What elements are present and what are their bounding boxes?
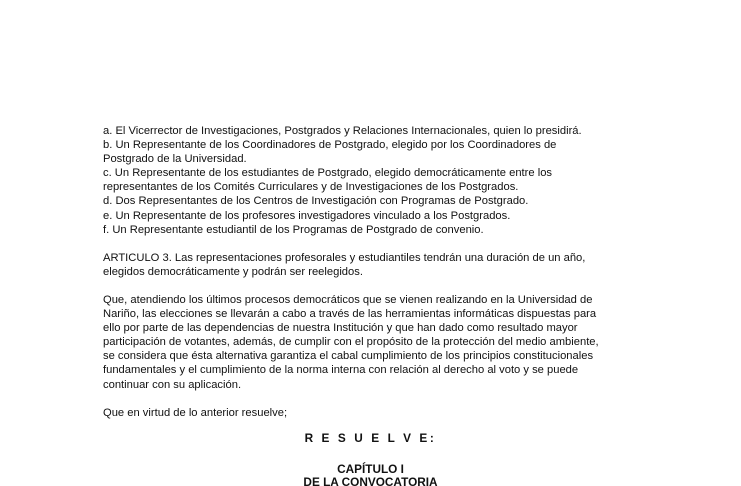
text-line: ARTICULO 3. Las representaciones profesorales y estudiantiles tendrán una duración de un año, bbox=[103, 251, 586, 264]
paragraph-spacer bbox=[103, 392, 643, 406]
resuelve-heading: R E S U E L V E: bbox=[304, 431, 437, 445]
paragraph-spacer bbox=[103, 279, 643, 293]
list-item: Postgrado de la Universidad. bbox=[103, 153, 247, 166]
list-item: b. Un Representante de los Coordinadores de Postgrado, elegido por los Coordinadores de bbox=[103, 139, 557, 152]
list-item: e. Un Representante de los profesores investigadores vinculado a los Postgrados. bbox=[103, 209, 511, 222]
articulo-3-paragraph bbox=[103, 251, 643, 279]
chapter-subtitle: DE LA CONVOCATORIA bbox=[303, 475, 438, 486]
text-line: continuar con su aplicación. bbox=[103, 378, 242, 391]
list-item: c. Un Representante de los estudiantes de Postgrado, elegido democráticamente entre los bbox=[103, 167, 553, 180]
list-item: d. Dos Representantes de los Centros de Investigación con Programas de Postgrado. bbox=[103, 195, 529, 208]
text-line: fundamentales y el cumplimiento de la norma interna con relación al derecho al voto y se puede bbox=[103, 364, 579, 377]
text-line: Nariño, las elecciones se llevarán a cabo a través de las herramientas informáticas dispuestas para bbox=[103, 308, 597, 321]
list-item: a. El Vicerrector de Investigaciones, Postgrados y Relaciones Internacionales, quien lo presidirá. bbox=[103, 125, 582, 137]
paragraph-spacer bbox=[103, 237, 643, 251]
list-item: f. Un Representante estudiantil de los Programas de Postgrado de convenio. bbox=[103, 223, 484, 236]
text-line: participación de votantes, además, de cumplir con el propósito de la protección del medio ambiente, bbox=[103, 336, 599, 349]
text-line: elegidos democráticamente y podrán ser reelegidos. bbox=[103, 265, 363, 278]
text-line: se considera que ésta alternativa garantiza el cabal cumplimiento de los principios constitucionales bbox=[103, 350, 594, 363]
considerando-paragraph bbox=[103, 293, 643, 392]
text-line: ello por parte de las dependencias de nuestra Institución y que han dado como resultado mayor bbox=[103, 322, 578, 335]
document-body bbox=[103, 124, 643, 420]
list-item: representantes de los Comités Curriculares y de Investigaciones de los Postgrados. bbox=[103, 181, 519, 194]
composition-list bbox=[103, 124, 643, 237]
resuelve-intro: Que en virtud de lo anterior resuelve; bbox=[103, 406, 288, 419]
text-line: Que, atendiendo los últimos procesos democráticos que se vienen realizando en la Universidad de bbox=[103, 293, 593, 306]
chapter-title: CAPÍTULO I bbox=[337, 462, 404, 476]
